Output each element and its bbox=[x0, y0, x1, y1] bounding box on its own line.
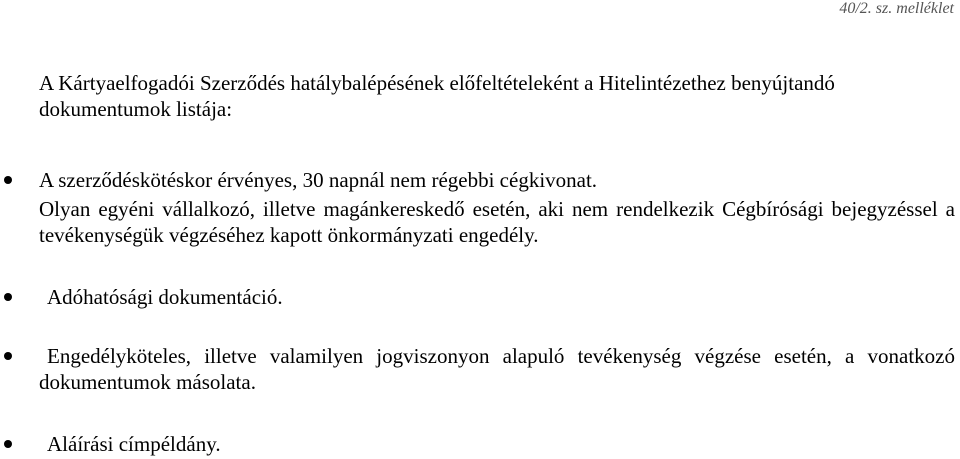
bullet-icon bbox=[4, 440, 12, 448]
bullet-icon bbox=[4, 293, 12, 301]
list-item-continuation: Olyan egyéni vállalkozó, illetve magánkereskedő esetén, aki nem rendelkezik Cégbírósági bejegyzéssel a tevékenységük végzéséhez kapott önkormányzati engedély. bbox=[39, 197, 955, 247]
bullet-icon bbox=[4, 352, 12, 360]
annex-label: 40/2. sz. melléklet bbox=[839, 0, 954, 17]
bullet-icon bbox=[4, 176, 12, 184]
list-item-text: A szerződéskötéskor érvényes, 30 napnál nem régebbi cégkivonat. bbox=[39, 168, 598, 192]
list-item-text: Engedélyköteles, illetve valamilyen jogviszonyon alapuló tevékenység végzése esetén, a vonatkozó dokumentumok másolata. bbox=[39, 344, 955, 394]
document-title: A Kártyaelfogadói Szerződés hatálybalépésének előfeltételeként a Hitelintézethez benyújtandó dokumentumok listája: bbox=[39, 71, 835, 121]
list-item-text: Aláírási címpéldány. bbox=[47, 432, 221, 456]
list-item-text: Adóhatósági dokumentáció. bbox=[47, 285, 283, 309]
